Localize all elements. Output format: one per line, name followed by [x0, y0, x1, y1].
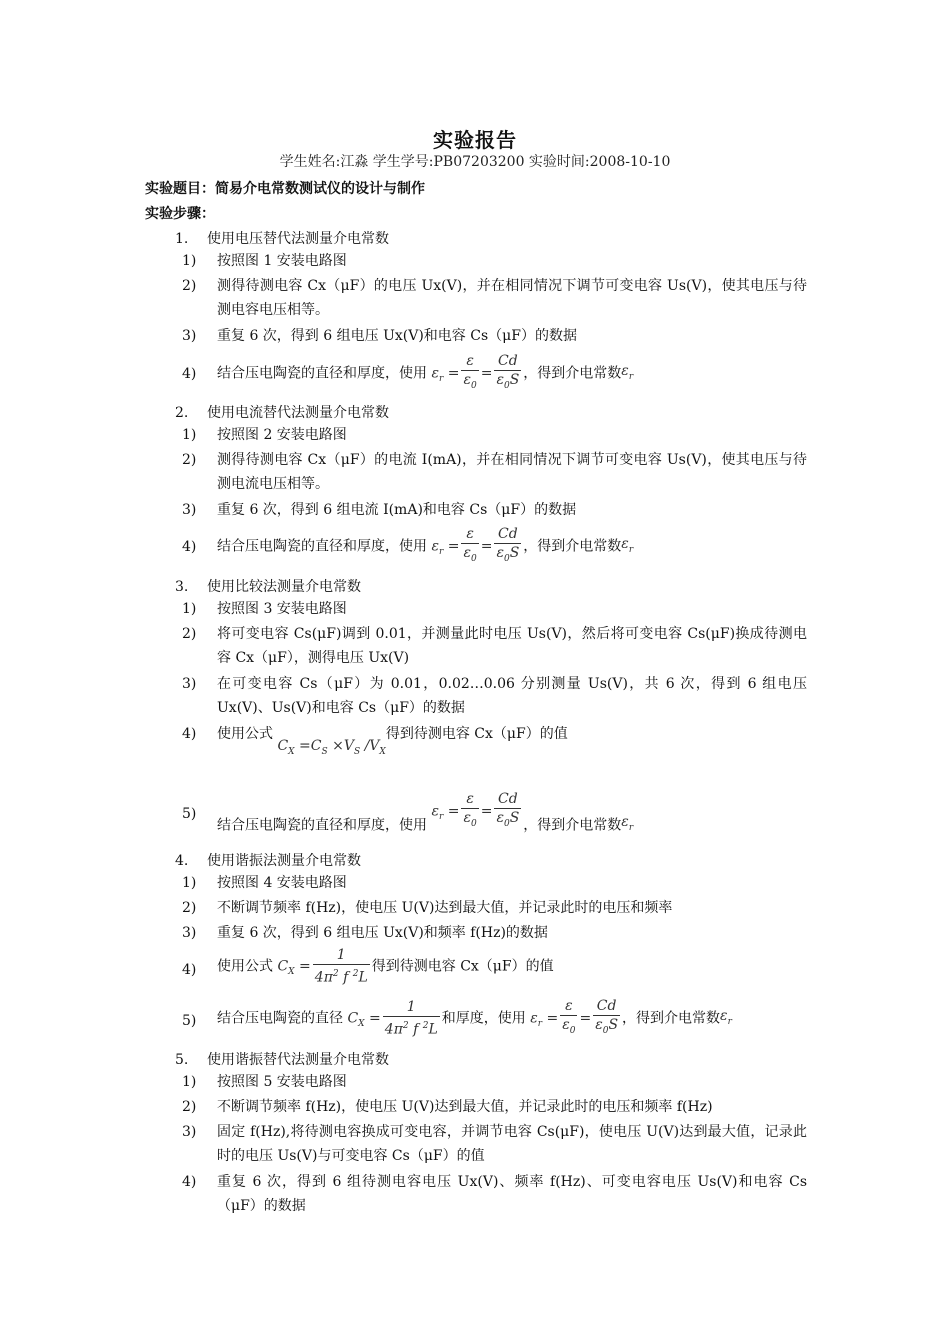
- experiment-topic: 实验题目：简易介电常数测试仪的设计与制作: [145, 181, 425, 197]
- step-item: [182, 1170, 807, 1218]
- step-item: [182, 921, 807, 945]
- step-text-post: ，得到介电常数: [523, 538, 622, 555]
- resonance-capacitance-formula: $C_X$ = $\frac{1}{4\pi^2 f ^2L}$: [347, 999, 438, 1038]
- step-number: 4): [182, 366, 197, 382]
- epsilon-r-symbol: $\varepsilon_r$: [621, 535, 634, 555]
- page-title: 实验报告: [433, 128, 517, 152]
- step-item: [182, 448, 807, 496]
- step-number: 2): [182, 626, 197, 642]
- step-text-pre: 使用公式: [217, 958, 273, 975]
- step-item: [182, 871, 807, 895]
- permittivity-formula: $\varepsilon_r$ = $\frac{\varepsilon}{\varepsilon_0}$ = $\frac{Cd}{\varepsilon_0S}$: [431, 526, 520, 564]
- step-number: 3): [182, 925, 197, 941]
- step-text-pre: 结合压电陶瓷的直径和厚度，使用: [217, 817, 427, 834]
- step-number: 2): [182, 1099, 197, 1115]
- section-number: 5.: [175, 1052, 189, 1068]
- step-number: 4): [182, 539, 197, 555]
- epsilon-r-symbol: $\varepsilon_r$: [621, 362, 634, 382]
- section-3-heading: [175, 576, 361, 596]
- step-text: 按照图 5 安装电路图: [217, 1074, 347, 1090]
- step-item: [182, 722, 807, 764]
- step-text: 测得待测电容 Cx（μF）的电流 I(mA)，并在相同情况下调节可变电容 Us(V)，使其电压与待测电流电压相等。: [217, 452, 807, 492]
- step-text: 按照图 4 安装电路图: [217, 875, 347, 891]
- step-text: 按照图 3 安装电路图: [217, 601, 347, 617]
- step-text: 在可变电容 Cs（μF）为 0.01，0.02…0.06 分别测量 Us(V)，共 6 次，得到 6 组电压 Ux(V)、Us(V)和电容 Cs（μF）的数据: [217, 676, 807, 716]
- step-text: 不断调节频率 f(Hz)，使电压 U(V)达到最大值，并记录此时的电压和频率 f(Hz): [217, 1099, 713, 1115]
- step-number: 4): [182, 962, 197, 978]
- step-text-post: ，得到介电常数: [523, 365, 622, 382]
- step-number: 3): [182, 328, 197, 344]
- step-text-post: 得到待测电容 Cx（μF）的值: [385, 726, 568, 742]
- step-item: [182, 352, 807, 395]
- step-text: 重复 6 次，得到 6 组电压 Ux(V)和电容 Cs（μF）的数据: [217, 328, 577, 344]
- step-text: 按照图 2 安装电路图: [217, 427, 347, 443]
- section-2-heading: [175, 402, 389, 422]
- step-number: 4): [182, 726, 197, 742]
- section-4-heading: [175, 850, 361, 870]
- step-item: [182, 274, 807, 322]
- step-number: 1): [182, 427, 197, 443]
- step-item: [182, 672, 807, 720]
- step-text: 重复 6 次，得到 6 组电流 I(mA)和电容 Cs（μF）的数据: [217, 502, 577, 518]
- student-info: 学生姓名:江淼 学生学号:PB07203200 实验时间:2008-10-10: [279, 154, 671, 170]
- step-item: [182, 1070, 807, 1094]
- step-text-post: ，得到介电常数: [523, 817, 622, 834]
- step-item: [182, 946, 807, 987]
- step-text: 重复 6 次，得到 6 组待测电容电压 Ux(V)、频率 f(Hz)、可变电容电压 Us(V)和电容 Cs（μF）的数据: [217, 1174, 807, 1214]
- section-number: 3.: [175, 579, 189, 595]
- step-text-post: 得到待测电容 Cx（μF）的值: [371, 958, 554, 975]
- section-title: 使用谐振替代法测量介电常数: [207, 1052, 389, 1068]
- epsilon-r-symbol: $\varepsilon_r$: [720, 1007, 732, 1027]
- step-item: [182, 1120, 807, 1168]
- step-number: 2): [182, 278, 197, 294]
- step-text: [217, 352, 807, 395]
- step-text: [217, 997, 807, 1040]
- step-text: [217, 772, 807, 840]
- step-item: [182, 896, 807, 920]
- step-text-pre: 结合压电陶瓷的直径和厚度，使用: [217, 365, 427, 382]
- step-text: 固定 f(Hz),将待测电容换成可变电容，并调节电容 Cs(μF)，使电压 U(V)达到最大值，记录此时的电压 Us(V)与可变电容 Cs（μF）的值: [217, 1124, 807, 1164]
- step-text: 测得待测电容 Cx（μF）的电压 Ux(V)，并在相同情况下调节可变电容 Us(V)，使其电压与待测电容电压相等。: [217, 278, 807, 318]
- step-item: [182, 525, 807, 568]
- step-number: 3): [182, 502, 197, 518]
- section-number: 4.: [175, 853, 189, 869]
- permittivity-formula: $\varepsilon_r$ = $\frac{\varepsilon}{\varepsilon_0}$ = $\frac{Cd}{\varepsilon_0S}$: [530, 998, 619, 1036]
- step-number: 2): [182, 900, 197, 916]
- step-text-pre: 结合压电陶瓷的直径和厚度，使用: [217, 538, 427, 555]
- step-text-post: ，得到介电常数: [622, 1010, 721, 1027]
- section-1-heading: [175, 228, 389, 248]
- permittivity-formula: $\varepsilon_r$ = $\frac{\varepsilon}{\varepsilon_0}$ = $\frac{Cd}{\varepsilon_0S}$: [431, 791, 520, 829]
- step-number: 3): [182, 1124, 197, 1140]
- step-text-pre: 使用公式: [217, 726, 273, 742]
- step-item: [182, 423, 807, 447]
- step-item: [182, 1095, 807, 1119]
- step-number: 1): [182, 601, 197, 617]
- step-number: 1): [182, 1074, 197, 1090]
- step-number: 3): [182, 676, 197, 692]
- step-item: [182, 324, 807, 348]
- step-text: 重复 6 次，得到 6 组电压 Ux(V)和频率 f(Hz)的数据: [217, 925, 548, 941]
- section-title: 使用谐振法测量介电常数: [207, 853, 361, 869]
- step-number: 5): [182, 806, 197, 822]
- step-number: 5): [182, 1013, 197, 1029]
- step-item: [182, 597, 807, 621]
- step-text: 将可变电容 Cs(μF)调到 0.01，并测量此时电压 Us(V)，然后将可变电容 Cs(μF)换成待测电容 Cx（μF），测得电压 Ux(V): [217, 626, 807, 666]
- step-text: [217, 946, 807, 987]
- epsilon-r-symbol: $\varepsilon_r$: [621, 814, 634, 834]
- step-text-mid: 和厚度，使用: [441, 1010, 526, 1027]
- section-title: 使用比较法测量介电常数: [207, 579, 361, 595]
- step-text: 不断调节频率 f(Hz)，使电压 U(V)达到最大值，并记录此时的电压和频率: [217, 900, 673, 916]
- step-number: 2): [182, 452, 197, 468]
- section-5-heading: [175, 1049, 389, 1069]
- step-text: [217, 525, 807, 568]
- step-item: [182, 772, 807, 840]
- resonance-capacitance-formula: $C_X$ = $\frac{1}{4\pi^2 f ^2L}$: [277, 947, 368, 986]
- step-number: 1): [182, 253, 197, 269]
- section-title: 使用电压替代法测量介电常数: [207, 231, 389, 247]
- permittivity-formula: $\varepsilon_r$ = $\frac{\varepsilon}{\varepsilon_0}$ = $\frac{Cd}{\varepsilon_0S}$: [431, 353, 520, 391]
- step-item: [182, 498, 807, 522]
- step-item: [182, 997, 807, 1040]
- step-text: [217, 722, 807, 764]
- step-text-pre: 结合压电陶瓷的直径: [217, 1010, 343, 1027]
- step-number: 1): [182, 875, 197, 891]
- steps-label: 实验步骤：: [145, 206, 215, 222]
- step-text: 按照图 1 安装电路图: [217, 253, 347, 269]
- section-number: 1.: [175, 231, 189, 247]
- capacitance-ratio-formula: $C_X =C_S \times V_S$ $/V_X$: [277, 738, 386, 757]
- section-number: 2.: [175, 405, 189, 421]
- section-title: 使用电流替代法测量介电常数: [207, 405, 389, 421]
- step-item: [182, 622, 807, 670]
- step-item: [182, 249, 807, 273]
- step-number: 4): [182, 1174, 197, 1190]
